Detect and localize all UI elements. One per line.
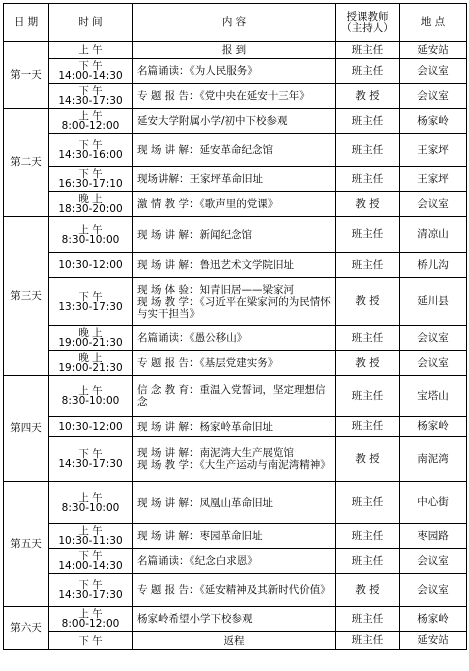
time-period: 晚 上 (78, 327, 103, 339)
table-row (4, 632, 467, 650)
time-range: 10:30-12:00 (58, 420, 123, 433)
time-range: 14:00-14:30 (58, 70, 123, 82)
session-content: 现 场 讲 解：鲁迅艺术文学院旧址 (133, 253, 336, 278)
session-teacher: 教 授 (336, 437, 400, 482)
session-content: 现 场 讲 解：枣园革命旧址 (133, 524, 336, 549)
time-range: 8:30-10:00 (61, 395, 120, 407)
day-label: 第四天 (4, 376, 49, 482)
time-range: 8:30-10:00 (61, 501, 120, 514)
time-cell (49, 134, 133, 167)
session-teacher: 班主任 (336, 607, 400, 632)
time-period: 下 午 (78, 60, 103, 72)
session-teacher: 班主任 (336, 482, 400, 524)
session-place: 清凉山 (400, 217, 467, 253)
session-place: 宝塔山 (400, 376, 467, 417)
session-content: 现 场 讲 解：凤凰山革命旧址 (133, 482, 336, 524)
time-cell (49, 109, 133, 134)
day-label: 第一天 (4, 42, 49, 109)
session-content: 名篇诵读：《愚公移山》 (133, 326, 336, 351)
session-content: 专 题 报 告：《延安精神及其新时代价值》 (133, 574, 336, 607)
time-cell (49, 42, 133, 59)
session-teacher: 班主任 (336, 217, 400, 253)
time-period: 下 午 (78, 448, 103, 460)
time-range: 8:00-12:00 (61, 618, 120, 630)
time-range: 16:30-17:10 (58, 178, 123, 190)
header-place: 地 点 (400, 4, 467, 42)
session-place: 会议室 (400, 351, 467, 376)
table-row (4, 524, 467, 549)
header-time: 时 间 (49, 4, 133, 42)
session-place: 会议室 (400, 326, 467, 351)
session-place: 杨家岭 (400, 109, 467, 134)
time-cell (49, 574, 133, 607)
time-cell (49, 632, 133, 650)
time-period: 下 午 (78, 168, 103, 180)
session-teacher: 班主任 (336, 549, 400, 574)
session-content: 返程 (133, 632, 336, 650)
table-row (4, 42, 467, 59)
session-content: 现 场 体 验：知青旧居——梁家河 现 场 教 学：《习近平在梁家河的为民情怀与实干担当》 (133, 278, 336, 326)
table-row (4, 326, 467, 351)
session-content: 名篇诵读：《为人民服务》 (133, 59, 336, 84)
session-content: 现 场 讲 解：南泥湾大生产展览馆 现 场 教 学：《大生产运动与南泥湾精神》 (133, 437, 336, 482)
header-content: 内 容 (133, 4, 336, 42)
session-teacher: 班主任 (336, 253, 400, 278)
table-row (4, 574, 467, 607)
session-teacher: 教 授 (336, 278, 400, 326)
session-place: 会议室 (400, 192, 467, 217)
session-content: 现 场 讲 解：新闻纪念馆 (133, 217, 336, 253)
session-teacher: 教 授 (336, 351, 400, 376)
time-cell (49, 417, 133, 437)
time-period: 上 午 (78, 110, 103, 122)
time-range: 10:30-12:00 (58, 259, 123, 271)
time-cell (49, 192, 133, 217)
day-label: 第六天 (4, 607, 49, 650)
time-period: 下 午 (78, 290, 103, 303)
time-period: 下 午 (78, 634, 103, 647)
session-content: 现 场 讲 解：延安革命纪念馆 (133, 134, 336, 167)
time-range: 10:30-11:30 (58, 535, 123, 547)
session-place: 会议室 (400, 549, 467, 574)
session-content: 报 到 (133, 42, 336, 59)
session-place: 杨家岭 (400, 417, 467, 437)
time-range: 8:00-12:00 (61, 120, 120, 132)
time-range: 13:30-17:30 (58, 300, 123, 313)
time-cell (49, 524, 133, 549)
session-teacher: 班主任 (336, 376, 400, 417)
schedule-table (3, 3, 467, 650)
session-place: 王家坪 (400, 134, 467, 167)
session-place: 王家坪 (400, 167, 467, 192)
time-cell (49, 351, 133, 376)
time-period: 上 午 (78, 491, 103, 504)
table-row (4, 437, 467, 482)
table-row (4, 549, 467, 574)
time-period: 上 午 (78, 385, 103, 397)
time-cell (49, 253, 133, 278)
session-teacher: 教 授 (336, 84, 400, 109)
session-teacher: 教 授 (336, 192, 400, 217)
table-row (4, 376, 467, 417)
time-range: 19:00-21:30 (58, 337, 123, 349)
time-cell (49, 84, 133, 109)
time-range: 8:30-10:00 (61, 233, 120, 246)
session-content: 现 场 讲 解：杨家岭革命旧址 (133, 417, 336, 437)
session-teacher: 班主任 (336, 326, 400, 351)
time-period: 下 午 (78, 139, 103, 151)
time-cell (49, 326, 133, 351)
session-place: 会议室 (400, 84, 467, 109)
time-cell (49, 437, 133, 482)
time-cell (49, 376, 133, 417)
session-content: 专 题 报 告：《党中央在延安十三年》 (133, 84, 336, 109)
table-row (4, 482, 467, 524)
table-row (4, 84, 467, 109)
session-place: 南泥湾 (400, 437, 467, 482)
time-cell (49, 217, 133, 253)
time-range: 14:30-17:30 (58, 458, 123, 470)
table-row (4, 351, 467, 376)
table-row (4, 607, 467, 632)
session-teacher: 班主任 (336, 109, 400, 134)
time-period: 上 午 (78, 44, 103, 56)
session-teacher: 班主任 (336, 417, 400, 437)
table-row (4, 59, 467, 84)
table-row (4, 253, 467, 278)
session-teacher: 班主任 (336, 524, 400, 549)
header-row (4, 4, 467, 42)
session-content: 名篇诵读：《纪念白求恩》 (133, 549, 336, 574)
time-cell (49, 482, 133, 524)
table-row (4, 134, 467, 167)
time-period: 上 午 (78, 525, 103, 537)
time-range: 14:00-14:30 (58, 560, 123, 572)
schedule-body (4, 4, 467, 650)
session-place: 杨家岭 (400, 607, 467, 632)
session-place: 桥儿沟 (400, 253, 467, 278)
day-label: 第五天 (4, 482, 49, 607)
table-row (4, 278, 467, 326)
time-period: 晚 上 (78, 352, 103, 364)
time-cell (49, 607, 133, 632)
session-place: 延安站 (400, 42, 467, 59)
session-place: 会议室 (400, 59, 467, 84)
session-teacher: 班主任 (336, 42, 400, 59)
session-teacher: 教 授 (336, 574, 400, 607)
session-content: 信 念 教 育：重温入党誓词，坚定理想信念 (133, 376, 336, 417)
time-cell (49, 59, 133, 84)
table-row (4, 109, 467, 134)
session-content: 专 题 报 告：《基层党建实务》 (133, 351, 336, 376)
header-teacher: 授课教师（主持人） (336, 4, 400, 42)
session-teacher: 班主任 (336, 134, 400, 167)
time-period: 上 午 (78, 223, 103, 236)
table-row (4, 217, 467, 253)
session-place: 延川县 (400, 278, 467, 326)
time-period: 下 午 (78, 579, 103, 591)
session-place: 会议室 (400, 574, 467, 607)
time-range: 18:30-20:00 (58, 203, 123, 215)
session-place: 延安站 (400, 632, 467, 650)
table-row (4, 417, 467, 437)
session-content: 激 情 教 学：《歌声里的党课》 (133, 192, 336, 217)
session-place: 枣园路 (400, 524, 467, 549)
time-period: 下 午 (78, 85, 103, 97)
time-period: 晚 上 (78, 193, 103, 205)
day-label: 第三天 (4, 217, 49, 376)
day-label: 第二天 (4, 109, 49, 217)
session-content: 延安大学附属小学/初中下校参观 (133, 109, 336, 134)
time-period: 下 午 (78, 550, 103, 562)
time-range: 14:30-16:00 (58, 149, 123, 161)
session-content: 杨家岭希望小学下校参观 (133, 607, 336, 632)
session-teacher: 班主任 (336, 632, 400, 650)
time-range: 14:30-17:30 (58, 95, 123, 107)
session-teacher: 班主任 (336, 59, 400, 84)
table-row (4, 192, 467, 217)
header-day: 日 期 (4, 4, 49, 42)
session-place: 中心街 (400, 482, 467, 524)
time-cell (49, 549, 133, 574)
table-row (4, 167, 467, 192)
session-content: 现场讲解：王家坪革命旧址 (133, 167, 336, 192)
time-period: 上 午 (78, 608, 103, 620)
time-cell (49, 278, 133, 326)
time-range: 14:30-17:30 (58, 589, 123, 601)
time-cell (49, 167, 133, 192)
session-teacher: 班主任 (336, 167, 400, 192)
time-range: 19:00-21:30 (58, 362, 123, 374)
